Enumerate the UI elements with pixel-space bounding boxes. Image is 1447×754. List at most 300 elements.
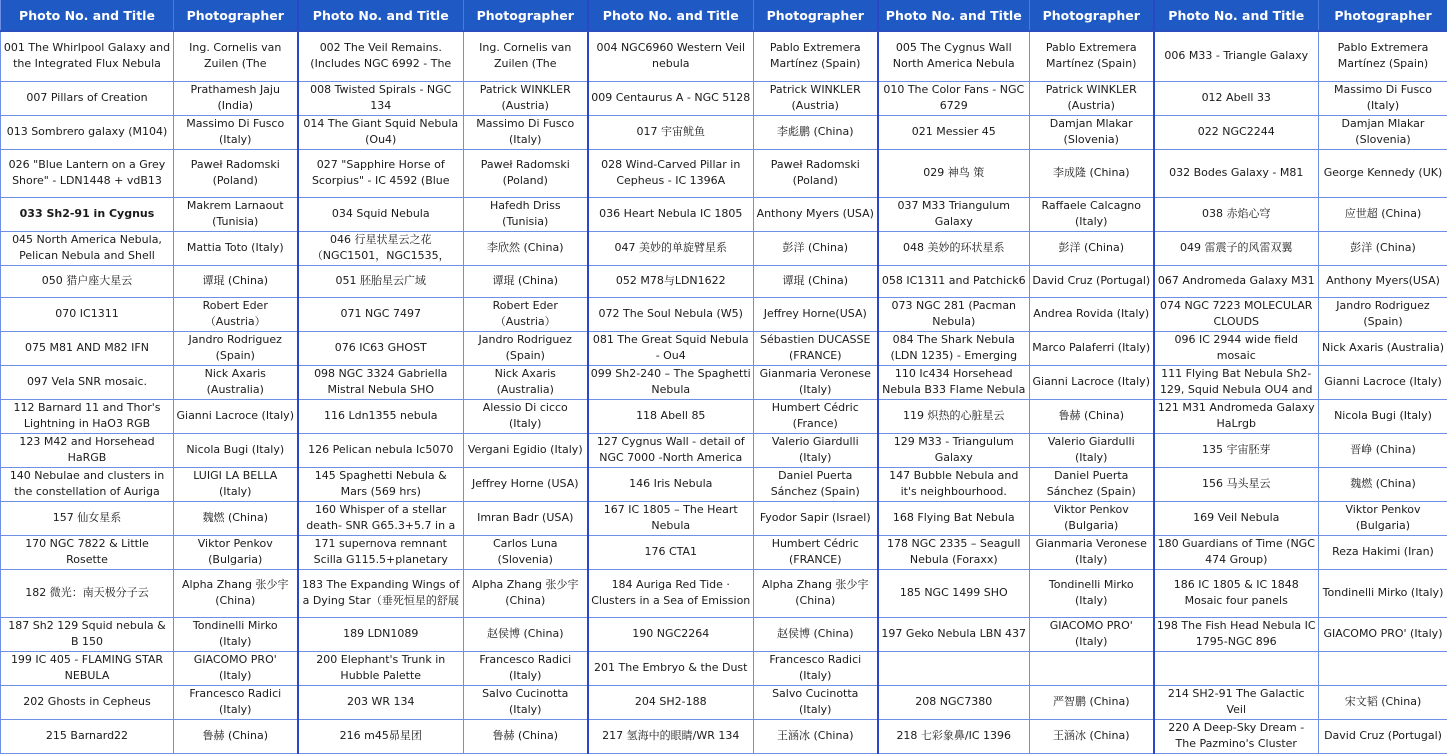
photo-title-cell [1154, 399, 1319, 433]
photo-title-cell [878, 617, 1030, 651]
photo-title-cell [298, 617, 464, 651]
photographer-cell [1319, 31, 1447, 81]
photo-title-text: 012 Abell 33 [1157, 90, 1317, 107]
photo-title-text: 145 Spaghetti Nebula & Mars (569 hrs) [301, 468, 462, 501]
photographer-name: Nicola Bugi (Italy) [176, 442, 295, 459]
photographer-cell [464, 501, 588, 535]
photo-title-text: 220 A Deep-Sky Dream - The Pazmino's Cluster [1157, 720, 1317, 753]
photo-title-cell [878, 365, 1030, 399]
photographer-name: Gianmaria Veronese (Italy) [756, 366, 875, 399]
photographer-cell [174, 433, 298, 467]
photographer-name: Daniel Puerta Sánchez (Spain) [756, 468, 875, 501]
photo-title-text: 017 宇宙鱿鱼 [591, 124, 752, 141]
photographer-cell [1319, 297, 1447, 331]
photographer-cell [754, 617, 878, 651]
photo-title-cell [878, 149, 1030, 197]
column-header: Photographer [754, 0, 878, 31]
photo-title-text: 097 Vela SNR mosaic. [3, 374, 171, 391]
photo-title-cell [588, 331, 754, 365]
photo-title-text: 111 Flying Bat Nebula Sh2-129, Squid Nebula OU4 and [1157, 366, 1317, 399]
photo-title-cell [1154, 617, 1319, 651]
photo-title-cell [1154, 115, 1319, 149]
photo-title-cell [1, 265, 174, 297]
photographer-cell [464, 197, 588, 231]
photo-title-text: 183 The Expanding Wings of a Dying Star（垂死恒星的舒展 [301, 577, 462, 610]
photographer-cell [1030, 501, 1154, 535]
photographer-name: 李彪鹏 (China) [756, 124, 875, 141]
photographer-cell [1319, 467, 1447, 501]
photo-title-text: 218 七彩象鼻/IC 1396 [881, 728, 1028, 745]
photographer-cell [1030, 197, 1154, 231]
photo-title-cell [1154, 535, 1319, 569]
table-row [1, 265, 1447, 297]
photographer-cell [174, 149, 298, 197]
photographer-name: Francesco Radici (Italy) [756, 652, 875, 685]
photo-title-cell [298, 467, 464, 501]
photographer-cell [1319, 501, 1447, 535]
photo-title-text: 002 The Veil Remains. (Includes NGC 6992 - The [301, 40, 462, 73]
photographer-cell [1030, 231, 1154, 265]
photographer-name: Raffaele Calcagno (Italy) [1032, 198, 1151, 231]
photographer-cell [1319, 651, 1447, 685]
photo-title-cell [298, 569, 464, 617]
photographer-cell [1030, 467, 1154, 501]
photographer-cell [754, 31, 878, 81]
table-row [1, 617, 1447, 651]
photographer-name: Nicola Bugi (Italy) [1321, 408, 1445, 425]
photo-title-cell [1, 685, 174, 719]
photographer-cell [754, 535, 878, 569]
photo-title-text: 001 The Whirlpool Galaxy and the Integrated Flux Nebula [3, 40, 171, 73]
photographer-cell [1030, 149, 1154, 197]
photo-title-text: 112 Barnard 11 and Thor's Lightning in HaO3 RGB [3, 400, 171, 433]
photo-title-cell [878, 231, 1030, 265]
photo-title-text: 070 IC1311 [3, 306, 171, 323]
photo-title-cell [1154, 81, 1319, 115]
photographer-cell [754, 685, 878, 719]
photo-title-text: 203 WR 134 [301, 694, 462, 711]
photographer-name: Sébastien DUCASSE (FRANCE) [756, 332, 875, 365]
photo-title-text: 047 美妙的单旋臂星系 [591, 240, 752, 257]
photo-title-cell [298, 197, 464, 231]
photographer-cell [1319, 365, 1447, 399]
photo-title-cell [1, 297, 174, 331]
photographer-cell [1319, 197, 1447, 231]
photographer-cell [1030, 719, 1154, 753]
photo-title-cell [588, 569, 754, 617]
photographer-name: Viktor Penkov (Bulgaria) [176, 536, 295, 569]
photo-title-cell [1154, 501, 1319, 535]
photographer-name: GIACOMO PRO' (Italy) [1321, 626, 1445, 643]
photo-title-text: 156 马头星云 [1157, 476, 1317, 493]
photo-title-cell [1, 569, 174, 617]
photo-title-cell [298, 399, 464, 433]
photo-title-cell [878, 569, 1030, 617]
photographer-name: 王涵冰 (China) [756, 728, 875, 745]
photo-title-text: 200 Elephant's Trunk in Hubble Palette [301, 652, 462, 685]
column-header: Photo No. and Title [878, 0, 1030, 31]
photographer-cell [174, 231, 298, 265]
photo-title-cell [298, 149, 464, 197]
photographer-cell [464, 265, 588, 297]
photo-title-text: 032 Bodes Galaxy - M81 [1157, 165, 1317, 182]
table-row [1, 569, 1447, 617]
photo-title-cell [878, 297, 1030, 331]
photo-title-cell [588, 433, 754, 467]
column-header: Photo No. and Title [298, 0, 464, 31]
photographer-cell [1319, 535, 1447, 569]
photo-title-text: 146 Iris Nebula [591, 476, 752, 493]
photo-title-cell [588, 31, 754, 81]
table-row [1, 467, 1447, 501]
photo-title-cell [588, 149, 754, 197]
photographer-cell [174, 297, 298, 331]
photographer-cell [174, 467, 298, 501]
photo-title-cell [1, 331, 174, 365]
photo-title-cell [1, 365, 174, 399]
photo-title-cell [588, 115, 754, 149]
photographer-cell [1319, 331, 1447, 365]
photographer-cell [1030, 433, 1154, 467]
photographer-name: Jeffrey Horne (USA) [466, 476, 585, 493]
photographer-name: Jandro Rodriguez (Spain) [466, 332, 585, 365]
photo-title-cell [298, 231, 464, 265]
photographer-name: Francesco Radici (Italy) [176, 686, 295, 719]
table-row [1, 399, 1447, 433]
photo-title-text: 160 Whisper of a stellar death- SNR G65.3+5.7 in a [301, 502, 462, 535]
photo-title-cell [1154, 31, 1319, 81]
photo-title-cell [1, 149, 174, 197]
photo-title-text: 123 M42 and Horsehead HaRGB [3, 434, 171, 467]
photo-title-cell [298, 31, 464, 81]
photographer-cell [174, 331, 298, 365]
photo-title-cell [1, 719, 174, 753]
photo-title-text: 073 NGC 281 (Pacman Nebula) [881, 298, 1028, 331]
photographer-name: Anthony Myers (USA) [756, 206, 875, 223]
photographer-cell [174, 115, 298, 149]
photo-title-cell [1, 31, 174, 81]
photographer-cell [1319, 685, 1447, 719]
photo-title-cell [1154, 197, 1319, 231]
photographer-cell [1319, 81, 1447, 115]
photographer-cell [174, 265, 298, 297]
photo-title-text: 072 The Soul Nebula (W5) [591, 306, 752, 323]
photographer-name: GIACOMO PRO' (Italy) [176, 652, 295, 685]
photographer-cell [174, 617, 298, 651]
photo-title-cell [878, 115, 1030, 149]
photographer-name: Marco Palaferri (Italy) [1032, 340, 1151, 357]
photo-title-cell [1154, 467, 1319, 501]
photographer-cell [464, 331, 588, 365]
photo-title-text: 169 Veil Nebula [1157, 510, 1317, 527]
photo-title-text: 182 微光：南天极分子云 [3, 585, 171, 602]
column-header: Photographer [464, 0, 588, 31]
photo-title-text: 008 Twisted Spirals - NGC 134 [301, 82, 462, 115]
photographer-cell [754, 433, 878, 467]
photographer-name: Salvo Cucinotta (Italy) [466, 686, 585, 719]
photo-title-cell [588, 467, 754, 501]
photo-title-cell [878, 467, 1030, 501]
photographer-name: Humbert Cédric (FRANCE) [756, 536, 875, 569]
photographer-cell [464, 297, 588, 331]
photographer-name: Tondinelli Mirko (Italy) [1321, 585, 1445, 602]
photo-title-text: 036 Heart Nebula IC 1805 [591, 206, 752, 223]
photographer-name: 彭洋 (China) [756, 240, 875, 257]
photo-title-text: 178 NGC 2335 – Seagull Nebula (Foraxx) [881, 536, 1028, 569]
photographer-name: Paweł Radomski (Poland) [466, 157, 585, 190]
photographer-cell [754, 331, 878, 365]
photographer-cell [1319, 569, 1447, 617]
photographer-cell [1030, 535, 1154, 569]
photographer-name: Hafedh Driss (Tunisia) [466, 198, 585, 231]
photographer-name: George Kennedy (UK) [1321, 165, 1445, 182]
photographer-cell [754, 231, 878, 265]
photo-title-cell [1154, 433, 1319, 467]
photographer-cell [464, 685, 588, 719]
photographer-cell [1030, 81, 1154, 115]
table-row [1, 685, 1447, 719]
photo-title-cell [878, 81, 1030, 115]
photo-title-cell [1, 115, 174, 149]
photographer-cell [464, 433, 588, 467]
photographer-name: Viktor Penkov (Bulgaria) [1032, 502, 1151, 535]
photographer-name: Ing. Cornelis van Zuilen (The [176, 40, 295, 73]
photo-title-text: 058 IC1311 and Patchick6 [881, 273, 1028, 290]
photographer-name: Jeffrey Horne(USA) [756, 306, 875, 323]
photo-title-text: 038 赤焰心穹 [1157, 206, 1317, 223]
photo-title-cell [298, 433, 464, 467]
photographer-cell [464, 115, 588, 149]
photo-title-cell [878, 535, 1030, 569]
photo-title-cell [588, 231, 754, 265]
photo-title-text: 006 M33 - Triangle Galaxy [1157, 48, 1317, 65]
photo-title-cell [1154, 265, 1319, 297]
photographer-name: Vergani Egidio (Italy) [466, 442, 585, 459]
photographer-name: Andrea Rovida (Italy) [1032, 306, 1151, 323]
photo-title-cell [1, 535, 174, 569]
photo-title-cell [878, 719, 1030, 753]
photo-title-cell [588, 197, 754, 231]
photographer-name: 鲁赫 (China) [1032, 408, 1151, 425]
photographer-name: 宋文韬 (China) [1321, 694, 1445, 711]
photographer-name: Humbert Cédric (France) [756, 400, 875, 433]
photographer-cell [174, 399, 298, 433]
photographer-cell [754, 719, 878, 753]
photographer-cell [174, 719, 298, 753]
photographer-name: 谭琨 (China) [466, 273, 585, 290]
photographer-name: Valerio Giardulli (Italy) [1032, 434, 1151, 467]
photographer-cell [464, 467, 588, 501]
photographer-cell [1319, 265, 1447, 297]
photographer-cell [1030, 331, 1154, 365]
table-row [1, 331, 1447, 365]
photo-title-cell [298, 651, 464, 685]
photographer-cell [174, 569, 298, 617]
photographer-name: Paweł Radomski (Poland) [756, 157, 875, 190]
table-row [1, 115, 1447, 149]
photographer-name: 赵侯博 (China) [756, 626, 875, 643]
photo-title-text: 098 NGC 3324 Gabriella Mistral Nebula SHO [301, 366, 462, 399]
photo-title-cell [588, 365, 754, 399]
photo-title-text: 119 炽热的心脏星云 [881, 408, 1028, 425]
photo-title-text: 029 神鸟 策 [881, 165, 1028, 182]
photo-title-text: 046 行星状星云之花（NGC1501，NGC1535， [301, 232, 462, 265]
table-row [1, 297, 1447, 331]
photographer-cell [464, 399, 588, 433]
photographer-name: David Cruz (Portugal) [1032, 273, 1151, 290]
photo-title-cell [298, 297, 464, 331]
photo-title-text: 022 NGC2244 [1157, 124, 1317, 141]
photo-title-cell [878, 685, 1030, 719]
photo-title-cell [1, 467, 174, 501]
photographer-name: Valerio Giardulli (Italy) [756, 434, 875, 467]
photo-title-cell [1154, 149, 1319, 197]
photo-title-text: 201 The Embryo & the Dust [591, 660, 752, 677]
photographer-cell [754, 651, 878, 685]
photo-title-text: 204 SH2-188 [591, 694, 752, 711]
photographer-name: 魏燃 (China) [176, 510, 295, 527]
photographer-cell [1319, 399, 1447, 433]
table-row [1, 501, 1447, 535]
photo-title-text: 045 North America Nebula, Pelican Nebula and Shell [3, 232, 171, 265]
photo-title-cell [1, 617, 174, 651]
photo-title-cell [1, 197, 174, 231]
photographer-name: Tondinelli Mirko (Italy) [1032, 577, 1151, 610]
photographer-cell [1319, 719, 1447, 753]
photo-title-text: 167 IC 1805 – The Heart Nebula [591, 502, 752, 535]
photographer-cell [754, 467, 878, 501]
photographer-name: Gianni Lacroce (Italy) [1321, 374, 1445, 391]
photographer-cell [174, 31, 298, 81]
column-header: Photo No. and Title [1154, 0, 1319, 31]
photo-title-cell [1, 81, 174, 115]
table-row [1, 149, 1447, 197]
photographer-cell [754, 115, 878, 149]
photographer-name: 王涵冰 (China) [1032, 728, 1151, 745]
photographer-name: Jandro Rodriguez (Spain) [176, 332, 295, 365]
photo-title-cell [588, 501, 754, 535]
photo-title-cell [878, 399, 1030, 433]
photo-title-text: 048 美妙的环状星系 [881, 240, 1028, 257]
photographer-name: Francesco Radici (Italy) [466, 652, 585, 685]
photo-title-text: 214 SH2-91 The Galactic Veil [1157, 686, 1317, 719]
photographer-name: Daniel Puerta Sánchez (Spain) [1032, 468, 1151, 501]
photographer-name: Massimo Di Fusco (Italy) [466, 116, 585, 149]
photo-title-cell [878, 265, 1030, 297]
table-row [1, 535, 1447, 569]
photographer-cell [754, 81, 878, 115]
photo-title-text: 081 The Great Squid Nebula - Ou4 [591, 332, 752, 365]
photo-title-cell [878, 331, 1030, 365]
photographer-name: Paweł Radomski (Poland) [176, 157, 295, 190]
photo-title-text: 099 Sh2-240 – The Spaghetti Nebula [591, 366, 752, 399]
photographer-cell [1319, 617, 1447, 651]
photo-title-cell [298, 265, 464, 297]
photo-title-cell [1154, 365, 1319, 399]
photographer-name: Patrick WINKLER (Austria) [466, 82, 585, 115]
photographer-name: Massimo Di Fusco (Italy) [176, 116, 295, 149]
table-row [1, 81, 1447, 115]
photographer-name: 鲁赫 (China) [176, 728, 295, 745]
photographer-cell [1030, 651, 1154, 685]
photographer-cell [464, 31, 588, 81]
table-row [1, 365, 1447, 399]
photo-title-text: 126 Pelican nebula Ic5070 [301, 442, 462, 459]
photo-title-text: 186 IC 1805 & IC 1848 Mosaic four panels [1157, 577, 1317, 610]
photo-title-cell [298, 501, 464, 535]
photographer-name: Alessio Di cicco (Italy) [466, 400, 585, 433]
photo-title-text: 007 Pillars of Creation [3, 90, 171, 107]
photo-title-text: 176 CTA1 [591, 544, 752, 561]
photo-title-cell [878, 651, 1030, 685]
photo-title-cell [1154, 231, 1319, 265]
photographer-cell [754, 569, 878, 617]
photographer-cell [1030, 685, 1154, 719]
photographer-cell [464, 569, 588, 617]
photographer-name: LUIGI LA BELLA (Italy) [176, 468, 295, 501]
photo-title-text: 121 M31 Andromeda Galaxy HaLrgb [1157, 400, 1317, 433]
photographer-name: Patrick WINKLER (Austria) [1032, 82, 1151, 115]
photo-title-cell [588, 535, 754, 569]
photo-title-text: 026 "Blue Lantern on a Grey Shore" - LDN1448 + vdB13 [3, 157, 171, 190]
photographer-name: Nick Axaris (Australia) [1321, 340, 1445, 357]
photo-title-text: 190 NGC2264 [591, 626, 752, 643]
column-header: Photographer [1319, 0, 1447, 31]
photo-title-text: 052 M78与LDN1622 [591, 273, 752, 290]
photo-title-text: 127 Cygnus Wall - detail of NGC 7000 -North America [591, 434, 752, 467]
photographer-cell [754, 501, 878, 535]
photo-title-text: 202 Ghosts in Cepheus [3, 694, 171, 711]
photo-title-cell [298, 719, 464, 753]
photo-title-text: 180 Guardians of Time (NGC 474 Group) [1157, 536, 1317, 569]
photo-title-text: 215 Barnard22 [3, 728, 171, 745]
photo-title-text: 051 胚胎星云广域 [301, 273, 462, 290]
photo-title-text: 013 Sombrero galaxy (M104) [3, 124, 171, 141]
photographer-name: Patrick WINKLER (Austria) [756, 82, 875, 115]
photographer-name: Alpha Zhang 张少宇 (China) [756, 577, 875, 610]
photographer-name: 李欣然 (China) [466, 240, 585, 257]
photo-title-cell [1, 651, 174, 685]
photographer-cell [464, 231, 588, 265]
photographer-name: Nick Axaris (Australia) [176, 366, 295, 399]
photographer-name: Carlos Luna (Slovenia) [466, 536, 585, 569]
photographer-cell [174, 81, 298, 115]
photographer-cell [754, 149, 878, 197]
photo-title-text: 050 猎户座大星云 [3, 273, 171, 290]
photo-title-text: 135 宇宙胚芽 [1157, 442, 1317, 459]
header-row [1, 0, 1447, 31]
photo-title-text: 010 The Color Fans - NGC 6729 [881, 82, 1028, 115]
photographer-name: Pablo Extremera Martínez (Spain) [1032, 40, 1151, 73]
photographer-name: 晋峥 (China) [1321, 442, 1445, 459]
photographer-cell [754, 265, 878, 297]
photographer-name: Pablo Extremera Martínez (Spain) [1321, 40, 1445, 73]
photographer-cell [464, 535, 588, 569]
photographer-name: Robert Eder （Austria） [176, 298, 295, 331]
photo-title-cell [588, 685, 754, 719]
photographer-name: Nick Axaris (Australia) [466, 366, 585, 399]
photo-title-cell [588, 265, 754, 297]
photo-title-text: 014 The Giant Squid Nebula (Ou4) [301, 116, 462, 149]
photo-title-text: 071 NGC 7497 [301, 306, 462, 323]
table-row [1, 433, 1447, 467]
photo-title-text: 217 氢海中的眼睛/WR 134 [591, 728, 752, 745]
photo-title-cell [298, 685, 464, 719]
photo-title-text: 116 Ldn1355 nebula [301, 408, 462, 425]
photo-title-text: 110 Ic434 Horsehead Nebula B33 Flame Nebula [881, 366, 1028, 399]
photo-title-text: 037 M33 Triangulum Galaxy [881, 198, 1028, 231]
photographer-name: Viktor Penkov (Bulgaria) [1321, 502, 1445, 535]
